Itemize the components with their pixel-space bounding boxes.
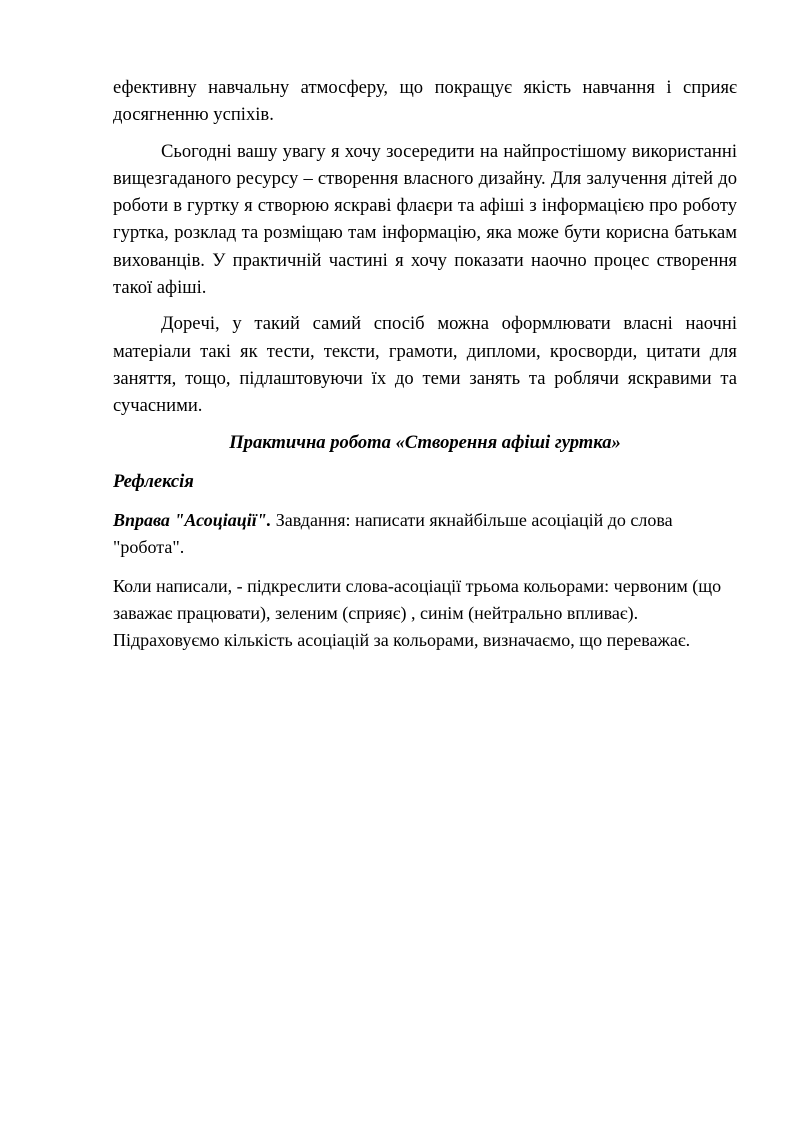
paragraph-intro-continuation: ефективну навчальну атмосферу, що покращує якість навчання і сприяє досягненню успіхів. [113, 77, 737, 126]
practical-work-title: Практична робота «Створення афіші гуртка» [229, 431, 621, 453]
exercise-text: Завдання: написати якнайбільше асоціацій до слова "робота". [113, 510, 673, 558]
exercise-label: Вправа "Асоціації". [113, 510, 272, 531]
reflection-heading: Рефлексія [113, 470, 194, 492]
exercise-instructions: Коли написали, - підкреслити слова-асоціації трьома кольорами: червоним (що заважає працювати), зеленим (сприяє) , синім (нейтрально впливає). Підраховуємо кількість асоціацій за кольорами, визначаємо, що переважає. [113, 576, 722, 651]
paragraph-materials: Дорeчі, у такий самий спосіб можна оформлювати власні наочні матеріали такі як тести, тексти, грамоти, дипломи, кросворди, цитати для заняття, тощо, підлаштовуючи їх до теми занять та роблячи яскравими та сучасними. [113, 313, 737, 417]
paragraph-design-usage: Сьогодні вашу увагу я хочу зосередити на найпростішому використанні вищезгаданого ресурсу – створення власного дизайну. Для залучення дітей до роботи в гуртку я створюю яскраві флаєри та афіші з інформацією про роботу гуртка, розклад та розміщаю там інформацію, яка може бути корисна батькам вихованців. У практичній частині я хочу показати наочно процес створення такої афіші. [113, 140, 737, 299]
page-content [113, 74, 737, 654]
exercise-paragraph [113, 507, 737, 561]
